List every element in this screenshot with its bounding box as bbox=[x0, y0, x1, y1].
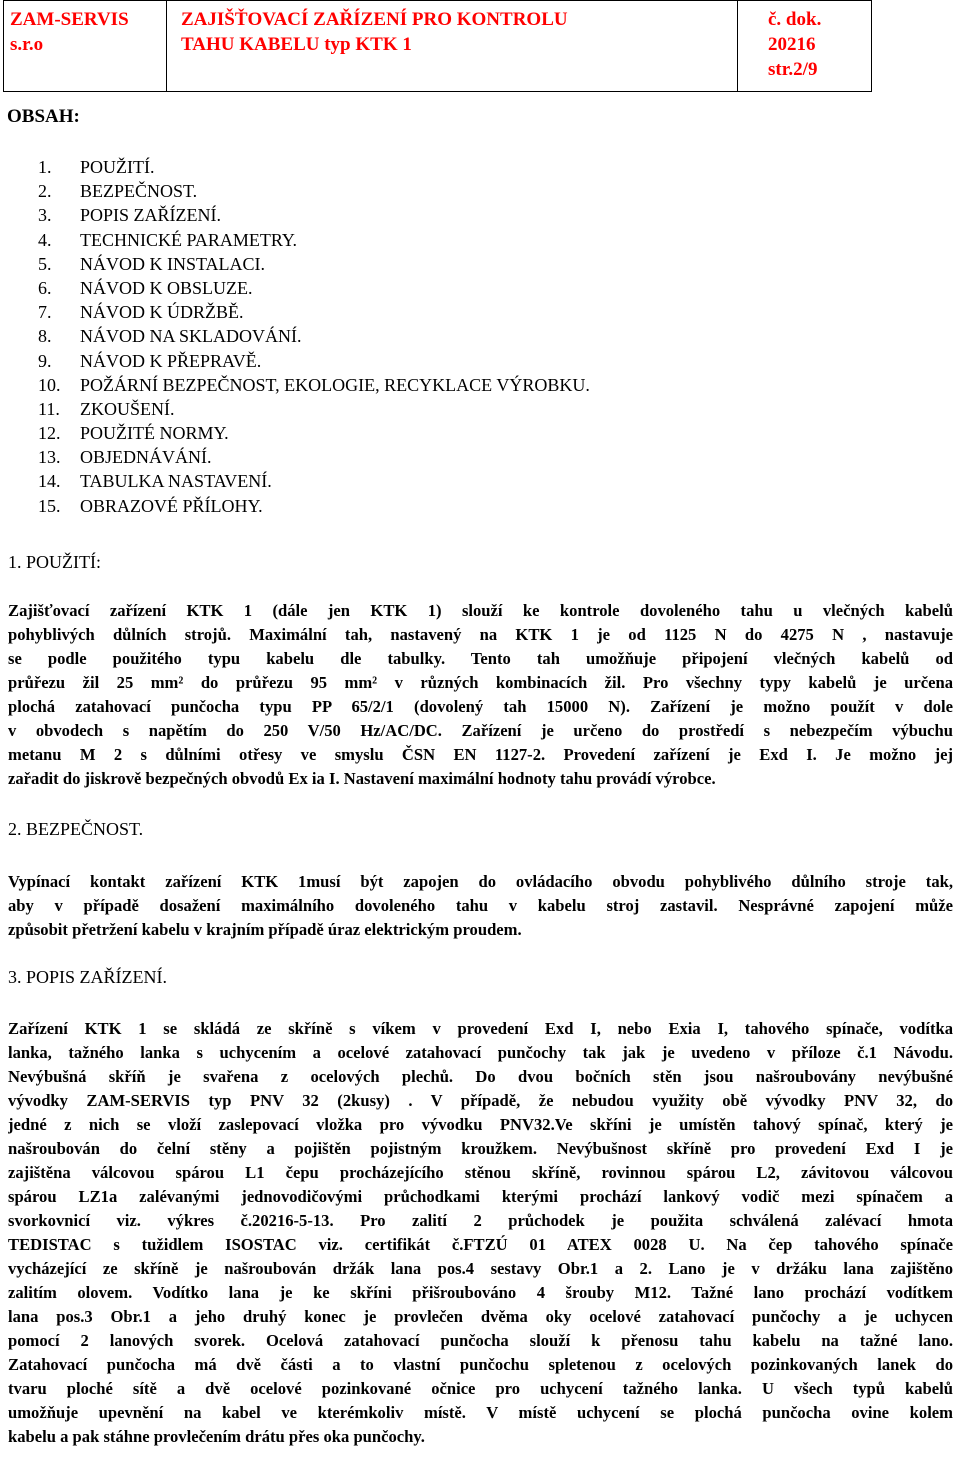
toc-item bbox=[38, 445, 590, 469]
toc-item-label: OBRAZOVÉ PŘÍLOHY. bbox=[80, 495, 263, 516]
doc-number-cell bbox=[738, 1, 872, 92]
toc-item-label: BEZPEČNOST. bbox=[80, 181, 198, 202]
toc-item-number: 10. bbox=[38, 374, 61, 395]
text-line: vycházející ze skříně je našroubován držák lana pos.4 sestavy Obr.1 a 2. Lano je v držáku lana zajištěno bbox=[8, 1259, 953, 1278]
text-line: zařadit do jiskrově bezpečných obvodů Ex ia I. Nastavení maximální hodnoty tahu provádí výrobce. bbox=[8, 769, 716, 788]
text-line: metanu M 2 s důlními otřesy ve smyslu ČSN EN 1127-2. Provedení zařízení je Exd I. Je možno jej bbox=[8, 745, 953, 764]
toc-item bbox=[38, 494, 590, 518]
text-line: se podle použitého typu kabelu dle tabulky. Tento tah umožňuje připojení vlečných kabelů od bbox=[8, 649, 953, 668]
toc-item bbox=[38, 373, 590, 397]
toc-item bbox=[38, 324, 590, 348]
toc-item-number: 5. bbox=[38, 253, 52, 274]
toc-item-label: TABULKA NASTAVENÍ. bbox=[80, 471, 272, 492]
toc-item-number: 8. bbox=[38, 326, 52, 347]
company-form: s.r.o bbox=[10, 34, 44, 55]
toc-item-label: ZKOUŠENÍ. bbox=[80, 398, 175, 419]
toc-item bbox=[38, 179, 590, 203]
toc-item-label: POUŽITÍ. bbox=[80, 157, 155, 177]
section-3-title: 3. POPIS ZAŘÍZENÍ. bbox=[8, 967, 168, 987]
toc-item bbox=[38, 276, 590, 300]
section-2-title: 2. BEZPEČNOST. bbox=[8, 819, 144, 839]
text-line: zajištěna válcovou spárou L1 čepu procházejícího stěnou skříně, rovinnou spárou L2, závitovou válcovou bbox=[8, 1163, 953, 1182]
document-title-line-2: TAHU KABELU typ KTK 1 bbox=[181, 34, 412, 55]
page-number: str.2/9 bbox=[768, 59, 818, 80]
toc-item-label: POUŽITÉ NORMY. bbox=[80, 423, 229, 444]
toc-item-label: POPIS ZAŘÍZENÍ. bbox=[80, 205, 222, 226]
toc-item-number: 9. bbox=[38, 350, 52, 371]
text-line: průřezu žil 25 mm² do průřezu 95 mm² v různých kombinacích žil. Pro všechny typy kabelů je určena bbox=[8, 673, 953, 692]
section-2-text bbox=[8, 870, 953, 942]
text-line: v obvodech s napětím do 250 V/50 Hz/AC/DC. Zařízení je určeno do prostředí s nebezpečím výbuchu bbox=[8, 721, 953, 740]
table-of-contents bbox=[38, 155, 590, 518]
doc-number: 20216 bbox=[768, 34, 816, 55]
toc-item-label: NÁVOD NA SKLADOVÁNÍ. bbox=[80, 326, 302, 347]
text-line: spárou LZ1a zalévanými jednovodičovými průchodkami kterými prochází lankový vodič mezi spínačem a bbox=[8, 1187, 953, 1206]
toc-item-number: 7. bbox=[38, 302, 52, 323]
toc-item-label: NÁVOD K OBSLUZE. bbox=[80, 277, 253, 298]
toc-item bbox=[38, 421, 590, 445]
text-line: aby v případě dosažení maximálního dovoleného tahu v kabelu stroj zastavil. Nesprávné zapojení může bbox=[8, 896, 953, 915]
toc-item-number: 13. bbox=[38, 447, 61, 468]
toc-item bbox=[38, 228, 590, 252]
toc-item-number: 6. bbox=[38, 277, 52, 298]
toc-item-number: 3. bbox=[38, 205, 52, 226]
doc-number-label: č. dok. bbox=[768, 9, 822, 30]
toc-item bbox=[38, 203, 590, 227]
section-1-text bbox=[8, 599, 953, 791]
document-header bbox=[3, 0, 872, 92]
toc-item bbox=[38, 300, 590, 324]
toc-item-number: 14. bbox=[38, 471, 61, 492]
toc-item-label: NÁVOD K INSTALACI. bbox=[80, 253, 266, 274]
toc-item-label: TECHNICKÉ PARAMETRY. bbox=[80, 229, 298, 250]
section-1-title: 1. POUŽITÍ: bbox=[8, 552, 101, 572]
company-cell bbox=[4, 1, 167, 92]
toc-item-number: 1. bbox=[38, 157, 52, 177]
company-name: ZAM-SERVIS bbox=[10, 9, 129, 30]
document-title-line-1: ZAJIŠŤOVACÍ ZAŘÍZENÍ PRO KONTROLU bbox=[181, 9, 568, 30]
text-line: kabelu a pak stáhne provlečením drátu přes oka punčochy. bbox=[8, 1427, 425, 1446]
text-line: způsobit přetržení kabelu v krajním případě úraz elektrickým proudem. bbox=[8, 920, 522, 939]
text-line: vývodky ZAM-SERVIS typ PNV 32 (2kusy) . V případě, že nebudou využity obě vývodky PNV 32, do bbox=[8, 1091, 953, 1110]
toc-item bbox=[38, 469, 590, 493]
toc-item-number: 2. bbox=[38, 181, 52, 202]
toc-item bbox=[38, 252, 590, 276]
text-line: plochá zatahovací punčocha typu PP 65/2/1 (dovolený tah 15000 N). Zařízení je možno použít v dole bbox=[8, 697, 953, 716]
title-cell bbox=[167, 1, 738, 92]
toc-item bbox=[38, 155, 590, 179]
toc-item-label: NÁVOD K PŘEPRAVĚ. bbox=[80, 350, 262, 371]
toc-item bbox=[38, 349, 590, 373]
text-line: pohyblivých důlních strojů. Maximální tah, nastavený na KTK 1 je od 1125 N do 4275 N , nastavuje bbox=[8, 625, 953, 644]
contents-heading: OBSAH: bbox=[7, 106, 80, 127]
text-line: Zařízení KTK 1 se skládá ze skříně s víkem v provedení Exd I, nebo Exia I, tahového spínače, vodítka bbox=[8, 1019, 953, 1038]
text-line: TEDISTAC s tužidlem ISOSTAC viz. certifikát č.FTZÚ 01 ATEX 0028 U. Na čep tahového spínače bbox=[8, 1235, 953, 1254]
toc-item-number: 12. bbox=[38, 423, 61, 444]
text-line: umožňuje upevnění na kabel ve kterémkoliv místě. V místě uchycení se plochá punčocha ovine kolem bbox=[8, 1403, 953, 1422]
text-line: lana pos.3 Obr.1 a jeho druhý konec je provlečen dvěma oky ocelové zatahovací punčochy a je uchycen bbox=[8, 1307, 953, 1326]
text-line: zalitím olovem. Vodítko lana je ke skříni přišroubováno 4 šrouby M12. Tažné lano prochází vodítkem bbox=[8, 1283, 953, 1302]
text-line: Nevýbušná skříň je svařena z ocelových plechů. Do dvou bočních stěn jsou našroubovány nevýbušné bbox=[8, 1067, 953, 1086]
toc-item-label: POŽÁRNÍ BEZPEČNOST, EKOLOGIE, RECYKLACE VÝROBKU. bbox=[80, 374, 590, 395]
toc-item-label: NÁVOD K ÚDRŽBĚ. bbox=[80, 302, 244, 323]
toc-item-number: 4. bbox=[38, 229, 52, 250]
text-line: Zajišťovací zařízení KTK 1 (dále jen KTK 1) slouží ke kontrole dovoleného tahu u vlečných kabelů bbox=[8, 601, 953, 620]
toc-item bbox=[38, 397, 590, 421]
section-3-text bbox=[8, 1017, 953, 1449]
toc-item-label: OBJEDNÁVÁNÍ. bbox=[80, 447, 212, 468]
toc-item-number: 15. bbox=[38, 495, 61, 516]
text-line: lanka, tažného lanka s uchycením a ocelové zatahovací punčochy tak jak je uvedeno v příloze č.1 Návodu. bbox=[8, 1043, 953, 1062]
text-line: tvaru ploché sítě a dvě ocelové pozinkované očnice pro uchycení tažného lanka. U všech typů kabelů bbox=[8, 1379, 953, 1398]
text-line: našroubován do čelní stěny a pojištěn pojistným kroužkem. Nevýbušnost skříně pro provedení Exd I je bbox=[8, 1139, 953, 1158]
text-line: svorkovnicí viz. výkres č.20216-5-13. Pro zalití 2 průchodek je použita schválená zalévací hmota bbox=[8, 1211, 953, 1230]
text-line: jedné z nich se vloží zaslepovací vložka pro vývodku PNV32.Ve skříni je umístěn tahový spínač, který je bbox=[8, 1115, 953, 1134]
toc-item-number: 11. bbox=[38, 398, 60, 419]
text-line: pomocí 2 lanových svorek. Ocelová zatahovací punčocha slouží k přenosu tahu kabelu na tažné lano. bbox=[8, 1331, 953, 1350]
text-line: Zatahovací punčocha má dvě části a to vlastní punčochu spletenou z ocelových pozinkovaných lanek do bbox=[8, 1355, 953, 1374]
text-line: Vypínací kontakt zařízení KTK 1musí být zapojen do ovládacího obvodu pohyblivého důlního stroje tak, bbox=[8, 872, 953, 891]
